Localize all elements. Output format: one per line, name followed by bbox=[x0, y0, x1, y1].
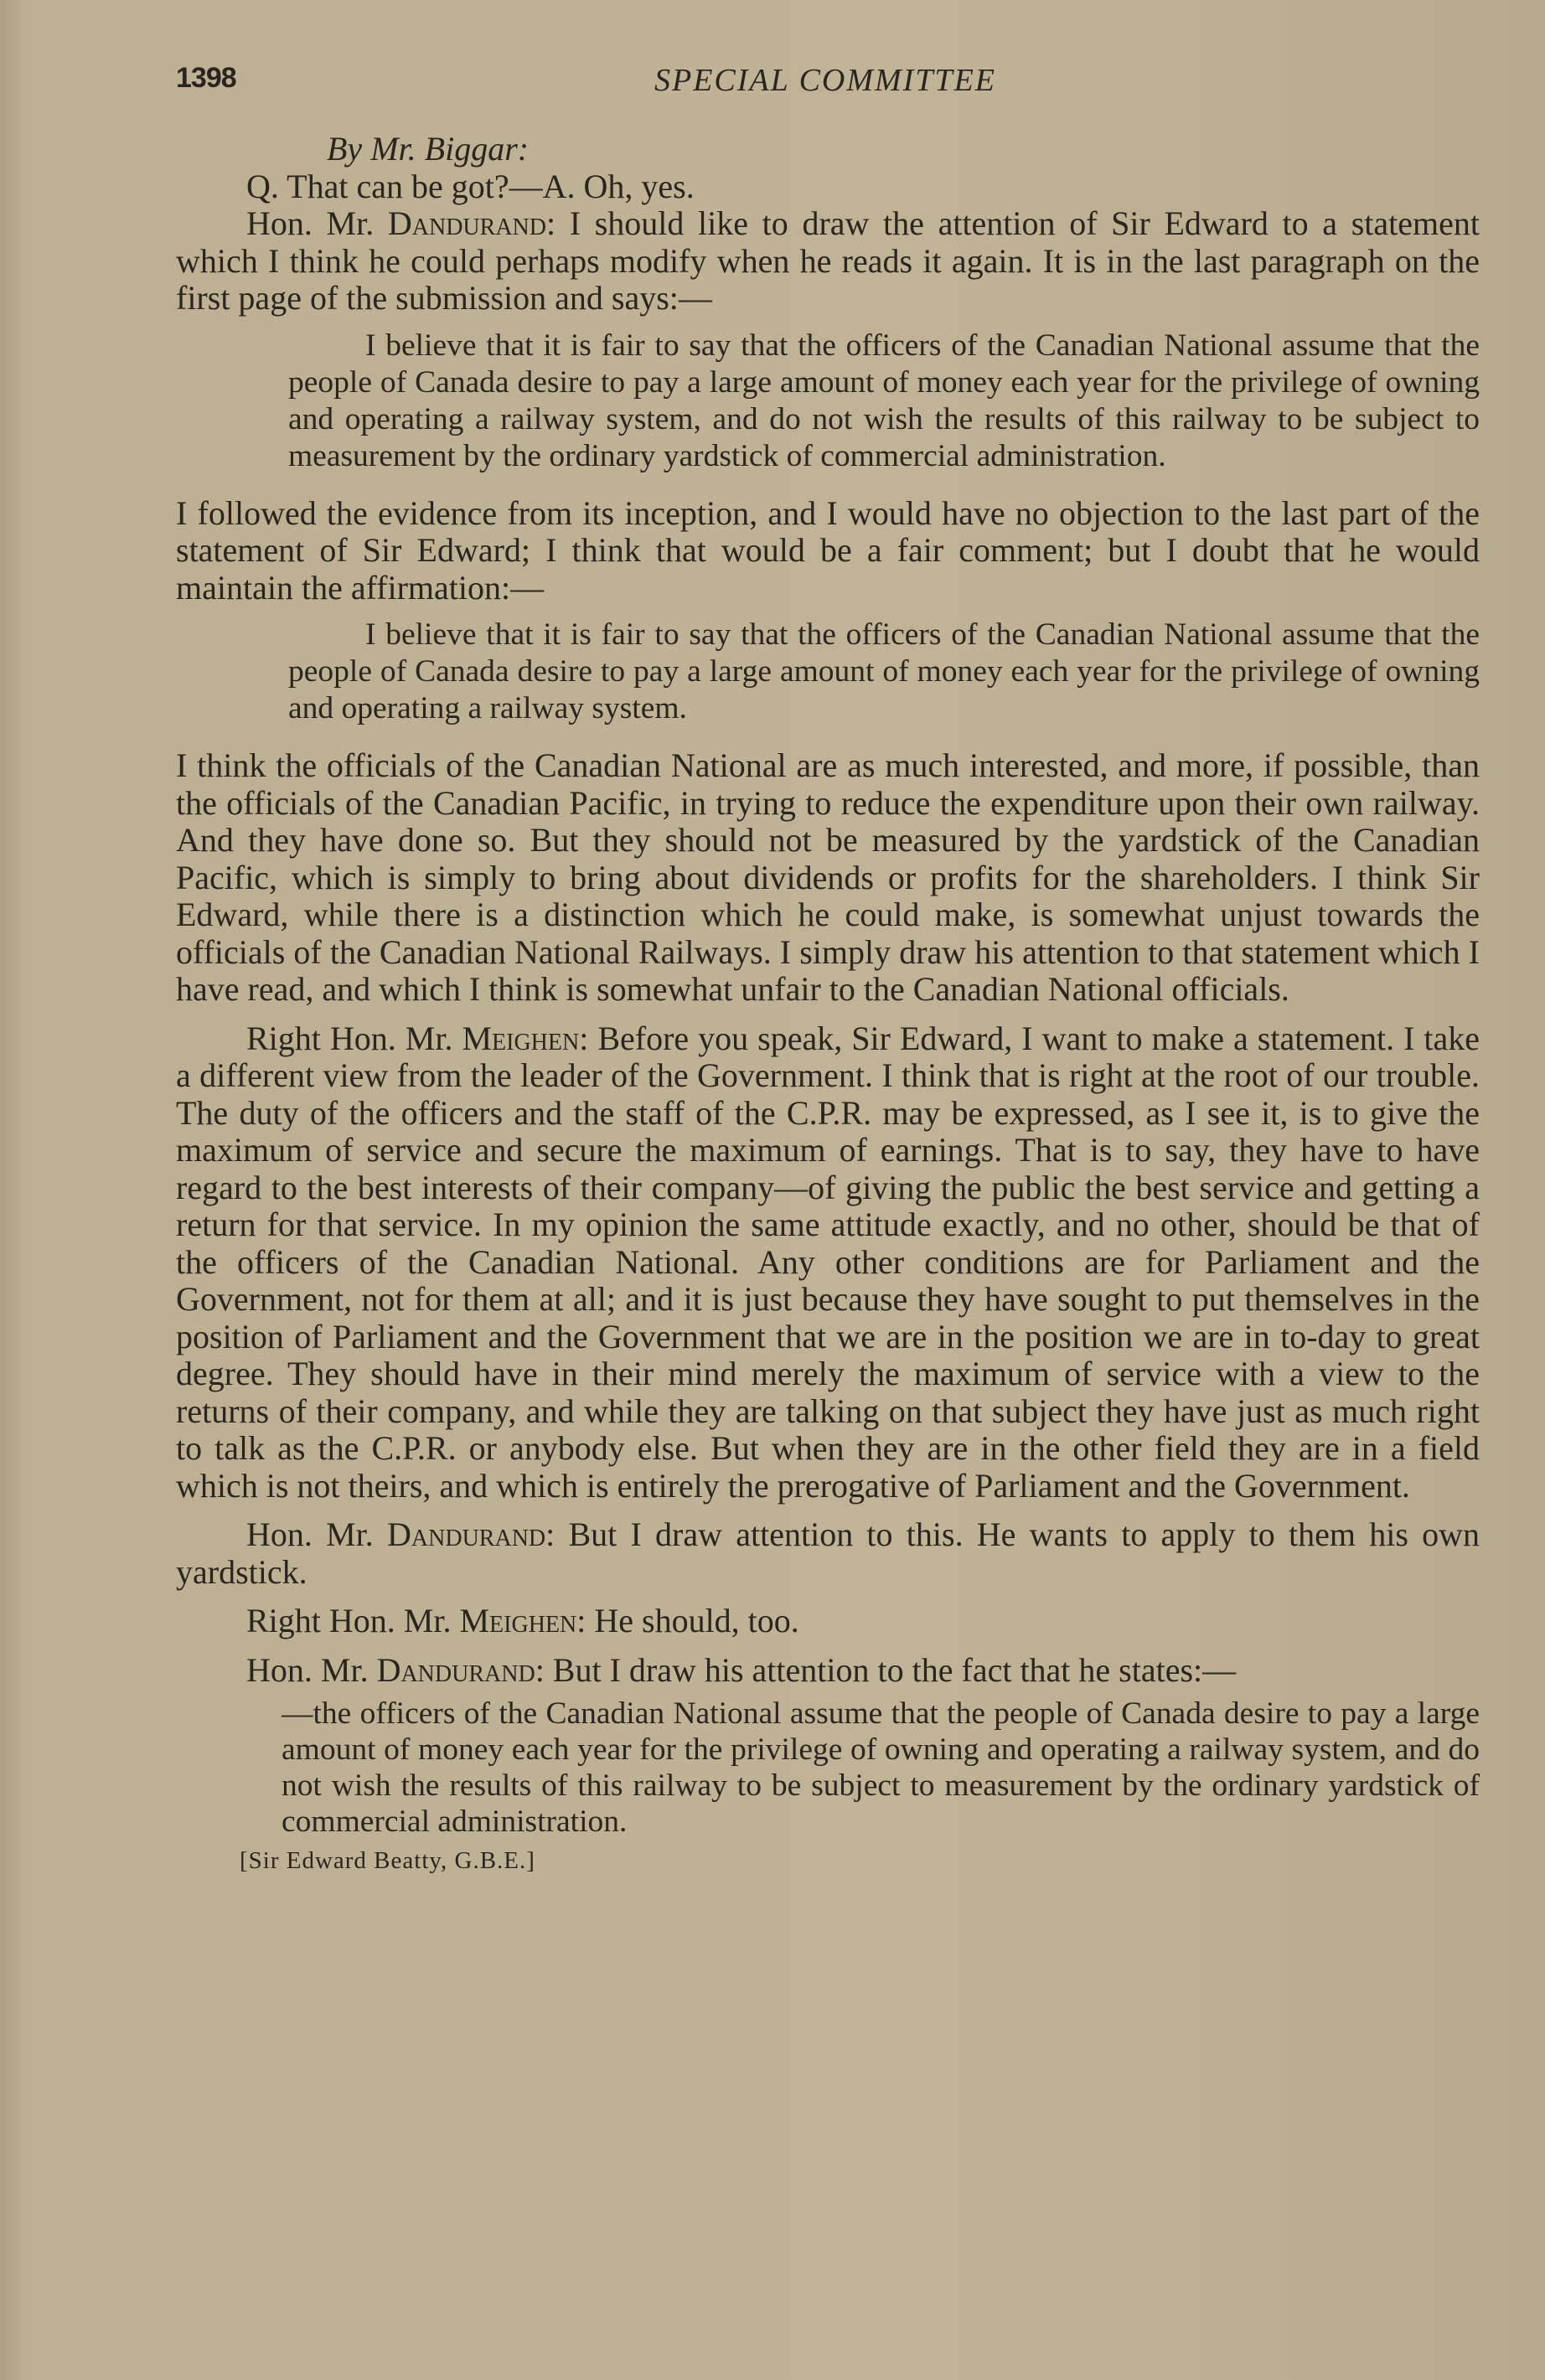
speaker-name: Dandurand bbox=[387, 1515, 546, 1553]
question-answer: Q. That can be got?—A. Oh, yes. bbox=[246, 167, 695, 205]
witness-footer: [Sir Edward Beatty, G.B.E.] bbox=[240, 1847, 535, 1874]
quote-text: I believe that it is fair to say that the officers of the Canadian National assume that the people of Canada desire to pay a large amount of money each year for the privilege of owning and operating a railway system, and do not wish the results of this railway to be subject to measurement by the ordinary yardstick of commercial administration. bbox=[288, 328, 1480, 473]
speech-text: : But I draw his attention to the fact that he states:— bbox=[535, 1650, 1237, 1689]
speaker-name: Dandurand bbox=[387, 204, 546, 242]
page-body bbox=[176, 131, 1480, 1875]
speaker-name: Meighen bbox=[459, 1602, 577, 1639]
speech-text: : He should, too. bbox=[576, 1602, 799, 1639]
by-line: By Mr. Biggar: bbox=[327, 130, 530, 168]
speaker-title: Hon. Mr. bbox=[246, 1515, 374, 1553]
speaker-title: Hon. Mr. bbox=[246, 1650, 369, 1689]
speaker-title: Right Hon. Mr. bbox=[246, 1602, 452, 1639]
speaker-name: Meighen bbox=[462, 1019, 580, 1057]
quote-text: —the officers of the Canadian National assume that the people of Canada desire to pay a large amount of money each year for the privilege of owning and operating a railway system, and do not wish the results of this railway to be subject to measurement by the ordinary yardstick of commercial administration. bbox=[282, 1696, 1480, 1839]
paragraph-2: I followed the evidence from its inception, and I would have no objection to the last part of the statement of Sir Edward; I think that would be a fair comment; but I doubt that he would maintain the affirmation:— bbox=[176, 493, 1480, 607]
paragraph-meighen-2 bbox=[176, 1603, 1480, 1640]
page-header bbox=[176, 59, 1475, 106]
paragraph-dandurand-1 bbox=[176, 205, 1480, 318]
speaker-title: Right Hon. Mr. bbox=[246, 1019, 453, 1057]
running-head: SPECIAL COMMITTEE bbox=[654, 63, 997, 98]
block-quote-2 bbox=[288, 617, 1480, 727]
speaker-title: Hon. Mr. bbox=[246, 204, 375, 242]
paragraph-dandurand-2 bbox=[176, 1516, 1480, 1591]
speech-text: : Before you speak, Sir Edward, I want to make a statement. I take a different view from the leader of the Government. I think that is right at the root of our trouble. The duty of the officers and the staff of the C.P.R. may be expressed, as I see it, is to give the maximum of service and secure the maximum of earnings. That is to say, they have to have regard to the best interests of their company—of giving the public the best service and getting a return for that service. In my opinion the same attitude exactly, and no other, should be that of the officers of the Canadian National. Any other conditions are for Parliament and the Government, not for them at all; and it is just because they have sought to put themselves in the position of Parliament and the Government that we are in the position we are in to-day to great degree. They should have in their mind merely the maximum of service with a view to the returns of their company, and while they are talking on that subject they have just as much right to talk as the C.P.R. or anybody else. But when they are in the other field they are in a field which is not theirs, and which is entirely the prerogative of Parliament and the Government. bbox=[176, 1019, 1480, 1505]
paragraph-dandurand-3 bbox=[176, 1652, 1480, 1690]
quote-text: I believe that it is fair to say that the officers of the Canadian National assume that the people of Canada desire to pay a large amount of money each year for the privilege of owning and operating a railway system. bbox=[288, 617, 1480, 725]
block-quote-1 bbox=[288, 328, 1480, 475]
speaker-name: Dandurand bbox=[376, 1650, 535, 1689]
paragraph-3: I think the officials of the Canadian National are as much interested, and more, if possible, than the officials of the Canadian Pacific, in trying to reduce the expenditure upon their own railway. And they have done so. But they should not be measured by the yardstick of the Canadian Pacific, which is simply to bring about dividends or profits for the shareholders. I think Sir Edward, while there is a distinction which he could make, is somewhat unjust towards the officials of the Canadian National Railways. I simply draw his attention to that statement which I have read, and which I think is somewhat unfair to the Canadian National officials. bbox=[176, 746, 1480, 1008]
page-number: 1398 bbox=[176, 62, 236, 94]
speech-text: : I should like to draw the attention of Sir Edward to a statement which I think he could perhaps modify when he reads it again. It is in the last paragraph on the first page of the submission and says:— bbox=[176, 204, 1480, 317]
speech-text: : But I draw attention to this. He wants to apply to them his own yardstick. bbox=[176, 1515, 1480, 1591]
block-quote-3 bbox=[282, 1696, 1480, 1840]
paragraph-meighen-1 bbox=[176, 1020, 1480, 1505]
